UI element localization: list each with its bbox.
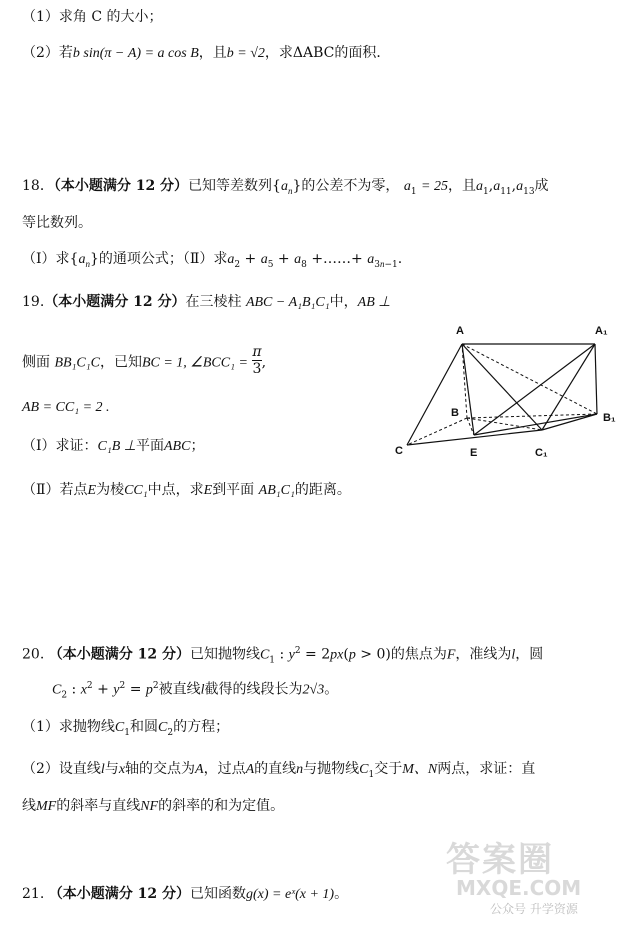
q21-line1: 21. （本小题满分 12 分）已知函数g(x) = eˣ(x + 1)。: [22, 886, 349, 902]
q21-function: g(x) = eˣ(x + 1): [245, 887, 335, 902]
q19-line1: [22, 293, 390, 312]
label-b1: B₁: [603, 412, 616, 424]
q19-part1-a: （Ⅰ）求证：: [22, 438, 98, 454]
watermark-site: MXQE.COM: [456, 876, 582, 900]
q17-mid: ，且: [198, 45, 227, 61]
q21-score: （本小题满分 12 分）: [48, 886, 190, 902]
q18-a1-value: = 25: [421, 179, 448, 194]
q19-part1-c: 平面: [135, 438, 164, 454]
q21-number: 21.: [22, 886, 45, 902]
q18-text-c: ，且: [448, 178, 476, 194]
edge-e-b1: [474, 414, 597, 435]
q18-part1-b: }的通项公式；（Ⅱ）求: [89, 251, 228, 267]
q19-part1-d: ABC: [163, 439, 191, 454]
edge-a-b: [462, 344, 467, 418]
q19-part1-e: ；: [190, 438, 205, 454]
q18-part1: （Ⅰ）求$\{a_n\}$的通项公式；（Ⅱ）求$a_2 + a_5 + a_8$ +……+ $a_{3n-1}$.: [22, 251, 403, 270]
q20-chord-length: 2√3: [302, 682, 325, 698]
pi-over-3-fraction: $\frac{\pi}{3}$: [252, 344, 262, 377]
q18-text-b: }的公差不为零，: [292, 178, 400, 194]
q19-prism: ABC − A₁B₁C₁: [245, 295, 330, 310]
q18-line2: 等比数列。: [22, 215, 92, 231]
q20-line4: 线MF的斜率与直线NF的斜率的和为定值。: [22, 798, 285, 814]
q18-text-d: 成: [534, 178, 549, 194]
q19-line3: [22, 398, 110, 417]
q19-given: BC = 1, ∠BCC₁ =: [141, 355, 248, 371]
label-a1: A₁: [595, 325, 608, 337]
q18-text: 已知等差数列{: [188, 178, 281, 194]
prism-diagram: [392, 318, 624, 468]
q18-score: （本小题满分 12 分）: [53, 178, 189, 194]
q19-perp: AB ⊥: [357, 295, 391, 310]
q19-face: BB₁C₁C: [54, 355, 100, 371]
label-c1: C₁: [535, 447, 548, 459]
edge-c-c1: [407, 430, 542, 445]
watermark-caption: 公众号 升学资源: [490, 902, 578, 916]
q20-number: 20.: [22, 646, 45, 663]
label-a: A: [456, 325, 464, 337]
q18-line1: 18．（本小题满分 12 分）已知等差数列$\{a_n\}$的公差不为零， $a_1 = 25$，且$a_1,a_{11},a_{13}$成: [22, 178, 549, 197]
edge-a-c: [407, 344, 462, 445]
q19-part1: [22, 437, 204, 456]
q17-part2: [22, 44, 390, 63]
edge-b-c: [407, 418, 467, 445]
q20-line2: $C_2$ : $x^2 + y^2 = p^2$被直线l截得的线段长为2√3。: [52, 681, 339, 701]
q19-text: 在三棱柱: [185, 294, 242, 310]
q19-ab-cc1: AB = CC₁ = 2 .: [22, 400, 110, 415]
edge-a1-b1: [595, 344, 597, 414]
q19-text-b: 中，: [329, 294, 358, 310]
q19-line2-c: ，已知: [99, 354, 142, 371]
label-c: C: [395, 445, 403, 457]
q21-text: 已知函数: [189, 886, 246, 902]
q17-b-value: b = √2: [226, 46, 265, 61]
q19-part2: （Ⅱ）若点E为棱CC₁中点，求E到平面 AB₁C₁的距离。: [22, 482, 351, 498]
edge-b-c1: [467, 418, 542, 430]
q17-part1: （1）求角 C 的大小；: [22, 9, 163, 25]
watermark-logo: 答案圈: [446, 840, 554, 880]
q19-part1-b: C₁B ⊥: [97, 439, 136, 454]
q18-part1-a: （Ⅰ）求{: [22, 251, 79, 267]
label-e: E: [470, 447, 478, 459]
q19-line2: 侧面 BB₁C₁C，已知BC = 1, ∠BCC₁ = $\frac{\pi}{3}$ ,: [22, 344, 267, 377]
q17-equation: b sin(π − A) = a cos B: [72, 46, 199, 61]
q20-line1: 20. （本小题满分 12 分）已知抛物线$C_1$ : $y^2 = 2px(p > 0)$的焦点为F，准线为l，圆: [22, 646, 544, 666]
q17-part2-prefix: （2）若: [22, 45, 73, 61]
q20-part1: （1）求抛物线$C_1$和圆$C_2$的方程；: [22, 719, 230, 738]
q17-suffix: ，求ΔABC的面积．: [264, 45, 391, 61]
q18-number: 18．: [22, 178, 54, 194]
q20-score: （本小题满分 12 分）: [48, 646, 190, 663]
edge-a-e: [462, 344, 474, 435]
q19-number: 19.: [22, 294, 45, 310]
q19-score: （本小题满分 12 分）: [44, 294, 186, 310]
label-b: B: [451, 407, 459, 419]
edge-a-b1: [462, 344, 597, 414]
q18-sum-tail: +……+: [311, 251, 363, 267]
q20-part2: （2）设直线l与x轴的交点为A，过点A的直线n与抛物线$C_1$交于M、N两点，求证：直: [22, 761, 536, 780]
q19-line2-a: 侧面: [22, 354, 50, 371]
